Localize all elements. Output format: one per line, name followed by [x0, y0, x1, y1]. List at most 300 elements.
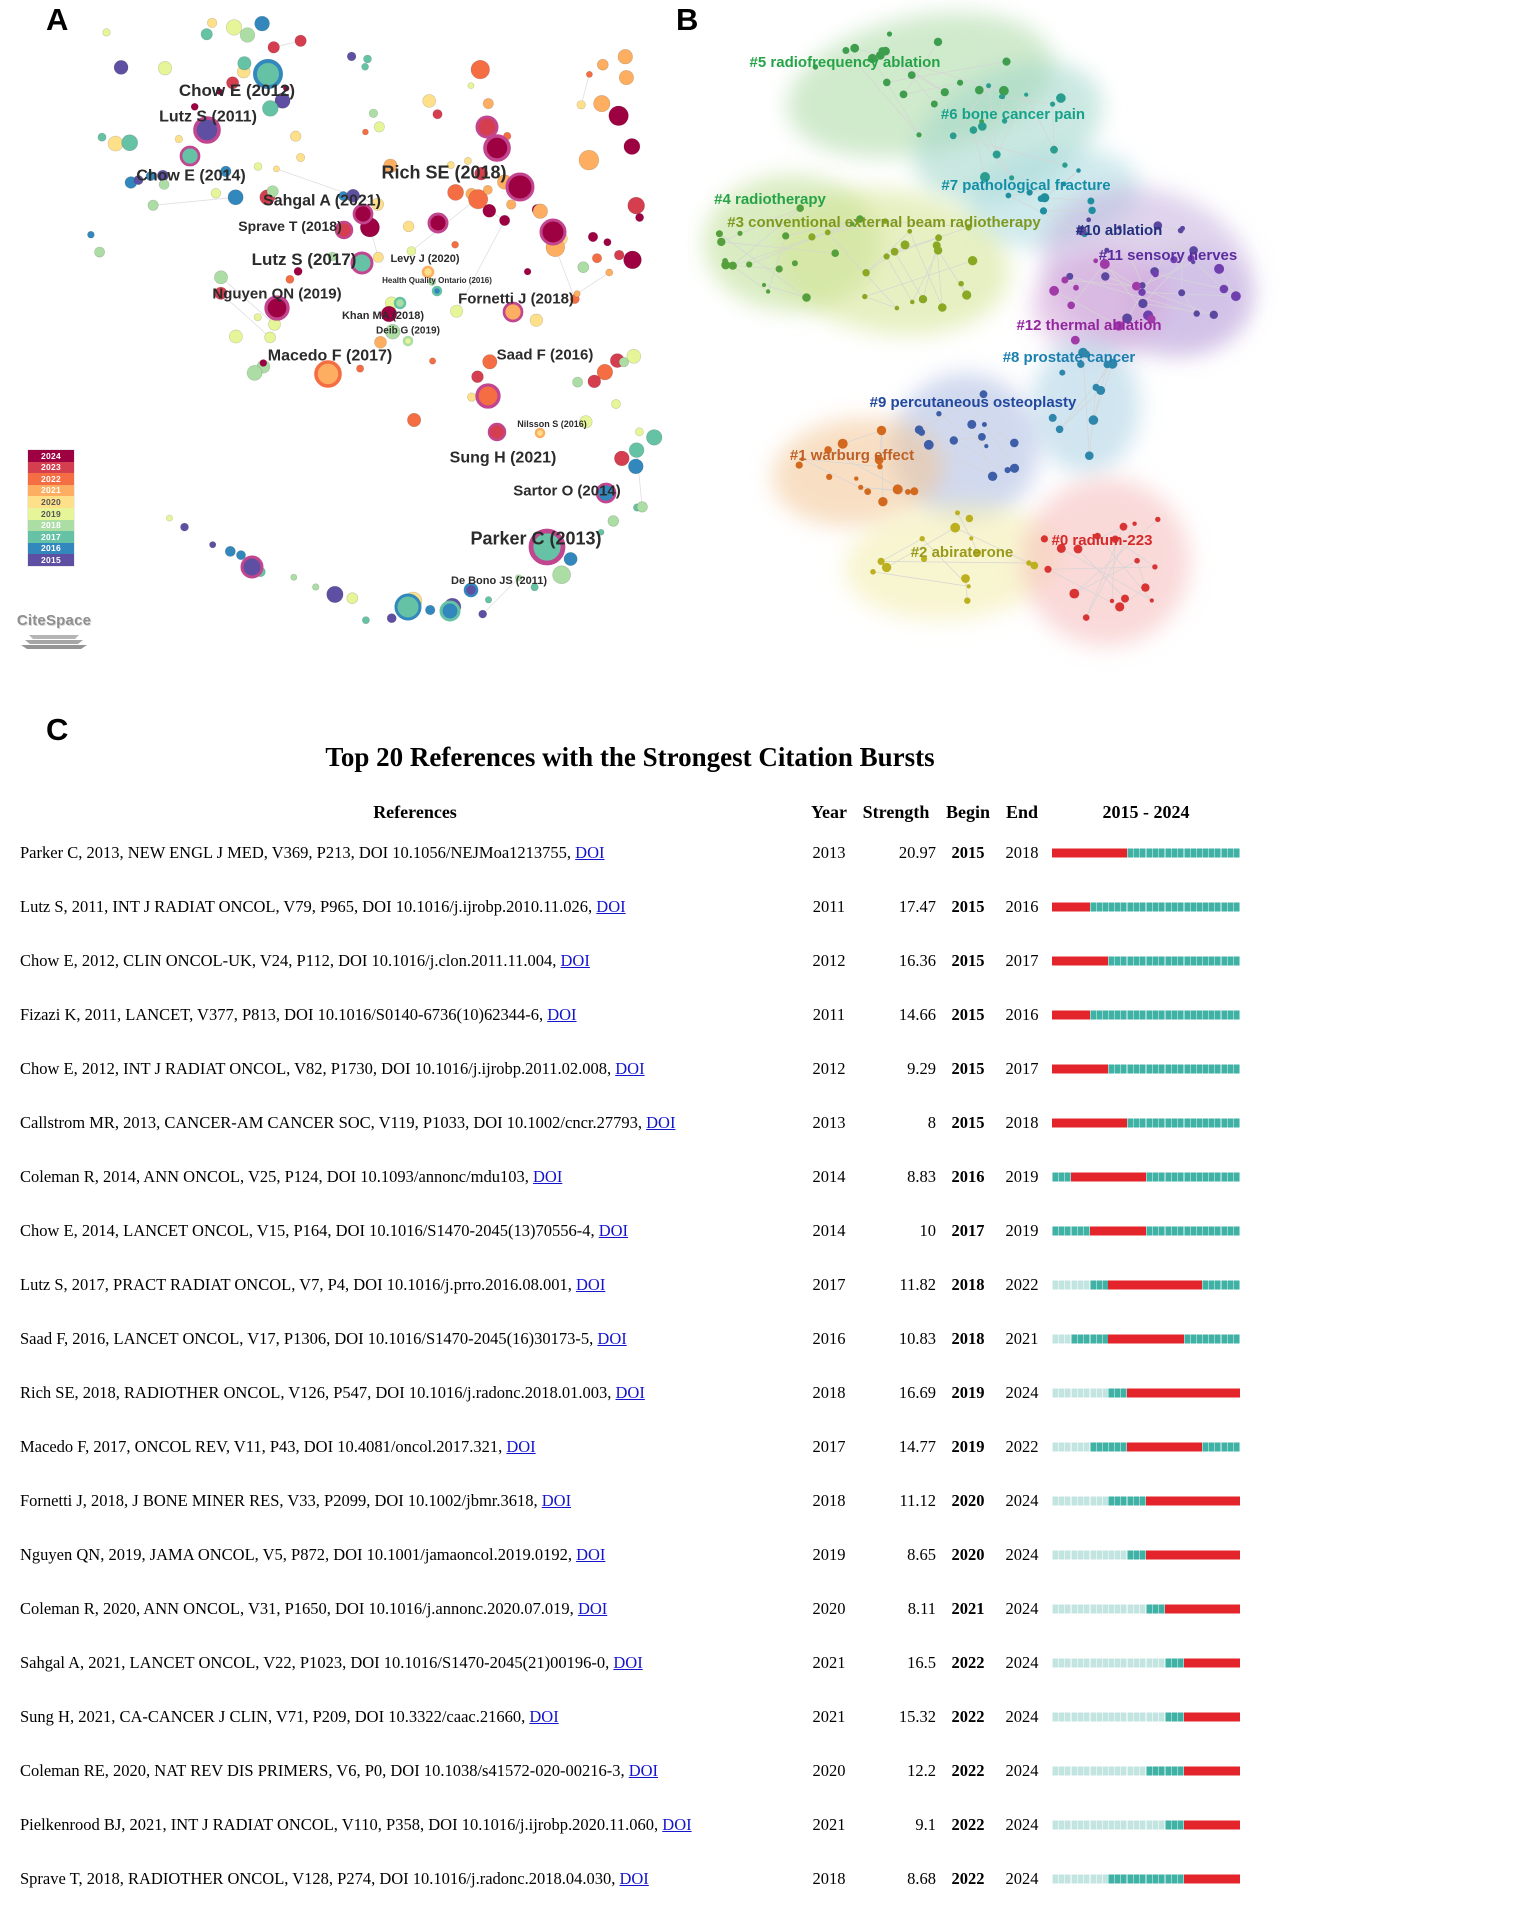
- burst-end: 2022: [1005, 1275, 1039, 1294]
- burst-row: [0, 1420, 1300, 1474]
- network-dot: [247, 365, 262, 380]
- timeline-segment-2019: [1127, 1227, 1146, 1236]
- reference-text: Pielkenrood BJ, 2021, INT J RADIAT ONCOL, V110, P358, DOI 10.1016/j.ijrobp.2020.11.060,: [20, 1815, 663, 1834]
- network-dot: [594, 95, 610, 111]
- publication-year: 2014: [812, 1221, 846, 1240]
- burst-strength: 8.11: [907, 1599, 936, 1618]
- timeline-segment-2019: [1127, 849, 1146, 858]
- doi-link[interactable]: DOI: [613, 1653, 643, 1672]
- network-dot: [472, 371, 484, 383]
- node-label: Rich SE (2018): [381, 162, 507, 183]
- reference-citation: [20, 843, 810, 863]
- network-dot: [273, 166, 279, 172]
- cluster-label: #0 radium-223: [1051, 532, 1153, 549]
- timeline-segment-2015: [1052, 1227, 1071, 1236]
- timeline-segment-2018: [1108, 1119, 1127, 1128]
- cluster-dot: [737, 231, 742, 236]
- timeline-segment-2022: [1184, 1551, 1203, 1560]
- doi-link[interactable]: DOI: [506, 1437, 536, 1456]
- network-edge: [153, 197, 236, 205]
- cluster-dot: [862, 269, 869, 276]
- burst-timeline-bar: [1052, 1335, 1240, 1344]
- cluster-dot: [782, 232, 789, 239]
- cluster-dot: [984, 444, 988, 448]
- network-dot: [114, 60, 128, 74]
- cluster-dot: [842, 47, 849, 54]
- cluster-dot: [969, 536, 973, 540]
- timeline-segment-2024: [1221, 1443, 1240, 1452]
- timeline-segment-2020: [1146, 1119, 1165, 1128]
- cluster-dot: [1093, 384, 1100, 391]
- doi-link[interactable]: DOI: [597, 1329, 627, 1348]
- burst-begin: 2022: [951, 1761, 985, 1780]
- col-end: End: [1005, 802, 1039, 822]
- cluster-dot: [1071, 336, 1080, 345]
- timeline-segment-2024: [1221, 1281, 1240, 1290]
- cluster-dot: [957, 80, 963, 86]
- network-dot: [238, 57, 251, 70]
- network-dot: [255, 16, 270, 31]
- cluster-dot: [970, 126, 978, 134]
- timeline-segment-2015: [1052, 849, 1071, 858]
- citespace-logo-text: CiteSpace: [16, 612, 92, 629]
- doi-link[interactable]: DOI: [619, 1869, 649, 1888]
- network-dot: [588, 375, 601, 388]
- burst-timeline-bar: [1052, 1443, 1240, 1452]
- burst-end: 2024: [1005, 1599, 1039, 1618]
- timeline-segment-2017: [1090, 1443, 1109, 1452]
- burst-end: 2017: [1005, 951, 1039, 970]
- timeline-segment-2019: [1127, 1281, 1146, 1290]
- legend-year-2016: 2016: [28, 543, 74, 555]
- node-label: Sung H (2021): [449, 449, 557, 467]
- timeline-segment-2021: [1165, 1443, 1184, 1452]
- reference-citation: [20, 1599, 810, 1619]
- network-dot: [236, 551, 245, 560]
- network-dot: [347, 593, 358, 604]
- timeline-segment-2024: [1221, 1335, 1240, 1344]
- network-dot: [122, 135, 138, 151]
- cluster-label: #7 pathological fracture: [941, 177, 1111, 194]
- cluster-dot: [986, 83, 991, 88]
- publication-year: 2020: [812, 1761, 846, 1780]
- network-dot: [637, 502, 648, 513]
- timeline-segment-2020: [1146, 1389, 1165, 1398]
- timeline-segment-2018: [1108, 1821, 1127, 1830]
- reference-text: Chow E, 2012, CLIN ONCOL-UK, V24, P112, DOI 10.1016/j.clon.2011.11.004,: [20, 951, 561, 970]
- burst-timeline-bar: [1052, 1551, 1240, 1560]
- network-edge: [581, 74, 589, 104]
- doi-link[interactable]: DOI: [547, 1005, 577, 1024]
- timeline-segment-2015: [1052, 1713, 1071, 1722]
- reference-text: Parker C, 2013, NEW ENGL J MED, V369, P213, DOI 10.1056/NEJMoa1213755,: [20, 843, 576, 862]
- publication-year: 2013: [812, 843, 846, 862]
- timeline-segment-2021: [1165, 1065, 1184, 1074]
- burst-strength: 11.82: [899, 1275, 936, 1294]
- timeline-segment-2017: [1090, 1065, 1109, 1074]
- cluster-dot: [1062, 162, 1067, 167]
- network-dot: [578, 262, 589, 273]
- cluster-dot: [999, 86, 1009, 96]
- network-node: [429, 214, 447, 232]
- network-dot: [618, 49, 633, 64]
- doi-link[interactable]: DOI: [628, 1761, 659, 1780]
- burst-begin: 2016: [951, 1167, 985, 1186]
- burst-row: [0, 826, 1300, 880]
- cluster-dot: [1085, 451, 1094, 460]
- cluster-dot: [936, 411, 941, 416]
- cluster-dot: [1231, 291, 1241, 301]
- network-dot: [210, 542, 216, 548]
- burst-end: 2022: [1005, 1437, 1039, 1456]
- burst-end: 2024: [1005, 1545, 1039, 1564]
- burst-table-header: [0, 802, 1300, 826]
- timeline-segment-2022: [1184, 1605, 1203, 1614]
- burst-end: 2024: [1005, 1761, 1039, 1780]
- network-dot: [448, 184, 464, 200]
- cluster-dot: [975, 86, 984, 95]
- doi-link[interactable]: DOI: [615, 1383, 645, 1402]
- burst-strength: 9.29: [907, 1059, 936, 1078]
- timeline-segment-2022: [1184, 1119, 1203, 1128]
- burst-strength: 12.2: [907, 1761, 936, 1780]
- timeline-segment-2018: [1108, 1011, 1127, 1020]
- burst-end: 2018: [1005, 843, 1039, 862]
- node-label: Parker C (2013): [470, 528, 602, 549]
- doi-link[interactable]: DOI: [598, 1221, 629, 1240]
- col-timerange: 2015 - 2024: [1102, 802, 1190, 822]
- burst-timeline-bar: [1052, 1389, 1240, 1398]
- timeline-segment-2022: [1184, 1497, 1203, 1506]
- cluster-dot: [862, 294, 867, 299]
- legend-year-2019: 2019: [28, 508, 74, 520]
- panel-a-label: A: [46, 2, 69, 37]
- network-dot: [619, 70, 633, 84]
- cluster-dot: [722, 258, 728, 264]
- cluster-dot: [802, 293, 811, 302]
- timeline-segment-2021: [1165, 1173, 1184, 1182]
- network-node: [316, 362, 340, 386]
- timeline-segment-2020: [1146, 1173, 1165, 1182]
- network-dot: [181, 523, 189, 531]
- timeline-segment-2018: [1108, 849, 1127, 858]
- burst-begin: 2022: [951, 1707, 985, 1726]
- node-label: Lutz S (2011): [159, 108, 257, 126]
- reference-citation: [20, 1707, 810, 1727]
- cluster-dot: [1132, 282, 1141, 291]
- network-node: [477, 385, 499, 407]
- reference-citation: [20, 1653, 810, 1673]
- burst-strength: 16.36: [898, 951, 936, 970]
- cluster-dot: [1132, 522, 1136, 526]
- burst-timeline-bar: [1052, 1875, 1240, 1884]
- network-dot: [533, 204, 548, 219]
- cluster-dot: [955, 510, 960, 515]
- timeline-segment-2021: [1165, 903, 1184, 912]
- timeline-segment-2019: [1127, 903, 1146, 912]
- doi-link[interactable]: DOI: [560, 951, 590, 970]
- timeline-segment-2016: [1071, 903, 1090, 912]
- network-dot: [467, 393, 476, 402]
- reference-text: Macedo F, 2017, ONCOL REV, V11, P43, DOI 10.4081/oncol.2017.321,: [20, 1437, 507, 1456]
- doi-link[interactable]: DOI: [662, 1815, 692, 1834]
- timeline-segment-2016: [1071, 1875, 1090, 1884]
- burst-table-title: Top 20 References with the Strongest Citation Bursts: [325, 742, 935, 772]
- node-label: Levy J (2020): [390, 252, 460, 265]
- cluster-label: #10 ablation: [1075, 222, 1163, 239]
- timeline-segment-2024: [1221, 1605, 1240, 1614]
- timeline-segment-2021: [1165, 1497, 1184, 1506]
- network-dot: [506, 200, 516, 210]
- reference-citation: [20, 1113, 810, 1133]
- timeline-segment-2015: [1052, 1497, 1071, 1506]
- timeline-segment-2023: [1202, 1119, 1221, 1128]
- reference-text: Fornetti J, 2018, J BONE MINER RES, V33, P2099, DOI 10.1002/jbmr.3618,: [20, 1491, 542, 1510]
- timeline-segment-2021: [1165, 1767, 1184, 1776]
- timeline-segment-2019: [1127, 1821, 1146, 1830]
- timeline-segment-2015: [1052, 1065, 1071, 1074]
- timeline-segment-2019: [1127, 1335, 1146, 1344]
- timeline-segment-2023: [1202, 1497, 1221, 1506]
- reference-citation: [20, 1221, 810, 1241]
- burst-begin: 2020: [951, 1545, 985, 1564]
- timeline-segment-2018: [1108, 1281, 1127, 1290]
- timeline-segment-2019: [1127, 1875, 1146, 1884]
- network-dot: [485, 597, 492, 604]
- cluster-dot: [1005, 467, 1011, 473]
- doi-link[interactable]: DOI: [541, 1491, 572, 1510]
- burst-row: [0, 1204, 1300, 1258]
- network-dot: [265, 332, 276, 343]
- publication-year: 2016: [812, 1329, 846, 1348]
- network-dot: [240, 28, 255, 43]
- cluster-dot: [966, 515, 974, 523]
- timeline-segment-2019: [1127, 1497, 1146, 1506]
- burst-strength: 9.1: [915, 1815, 936, 1834]
- cluster-dot: [920, 536, 925, 541]
- network-node: [536, 429, 544, 437]
- burst-timeline-bar: [1052, 1227, 1240, 1236]
- reference-citation: [20, 1491, 810, 1511]
- network-dot: [175, 135, 183, 143]
- timeline-segment-2020: [1146, 903, 1165, 912]
- cluster-dot: [850, 44, 859, 53]
- cluster-label: #1 warburg effect: [789, 447, 915, 464]
- timeline-segment-2021: [1165, 1821, 1184, 1830]
- network-dot: [295, 35, 306, 46]
- network-dot: [226, 20, 242, 36]
- network-dot: [362, 63, 369, 70]
- timeline-segment-2017: [1090, 1227, 1109, 1236]
- timeline-segment-2024: [1221, 1119, 1240, 1128]
- reference-text: Sprave T, 2018, RADIOTHER ONCOL, V128, P274, DOI 10.1016/j.radonc.2018.04.030,: [20, 1869, 620, 1888]
- network-dot: [483, 355, 497, 369]
- cluster-dot: [1101, 272, 1109, 280]
- network-dot: [254, 163, 262, 171]
- burst-row: [0, 1312, 1300, 1366]
- timeline-segment-2022: [1184, 1011, 1203, 1020]
- doi-link[interactable]: DOI: [529, 1707, 559, 1726]
- cluster-dot: [1049, 414, 1057, 422]
- cluster-dot: [950, 523, 960, 533]
- network-dot: [286, 275, 294, 283]
- network-dot: [95, 247, 105, 257]
- timeline-segment-2024: [1221, 903, 1240, 912]
- network-dot: [108, 136, 123, 151]
- timeline-segment-2024: [1221, 1713, 1240, 1722]
- network-node: [485, 136, 509, 160]
- timeline-segment-2022: [1184, 957, 1203, 966]
- publication-year: 2018: [812, 1869, 846, 1888]
- doi-link[interactable]: DOI: [533, 1167, 563, 1186]
- network-dot: [211, 188, 221, 198]
- burst-table-section: [0, 726, 1535, 1910]
- reference-citation: [20, 1329, 810, 1349]
- cluster-dot: [1178, 289, 1185, 296]
- burst-row: [0, 1690, 1300, 1744]
- burst-end: 2016: [1005, 897, 1039, 916]
- timeline-segment-2022: [1184, 1713, 1203, 1722]
- doi-link[interactable]: DOI: [576, 1545, 606, 1564]
- cluster-dot: [1049, 286, 1059, 296]
- timeline-segment-2022: [1184, 903, 1203, 912]
- network-node: [489, 424, 505, 440]
- reference-text: Nguyen QN, 2019, JAMA ONCOL, V5, P872, DOI 10.1001/jamaoncol.2019.0192,: [20, 1545, 577, 1564]
- cluster-dot: [967, 584, 971, 588]
- network-dot: [483, 98, 493, 108]
- burst-begin: 2015: [951, 1005, 985, 1024]
- cluster-dot: [962, 290, 971, 299]
- cluster-dot: [716, 230, 723, 237]
- cluster-dot: [1076, 168, 1081, 173]
- timeline-segment-2016: [1071, 1281, 1090, 1290]
- timeline-segment-2024: [1221, 849, 1240, 858]
- publication-year: 2021: [812, 1653, 846, 1672]
- timeline-segment-2021: [1165, 1389, 1184, 1398]
- timeline-segment-2024: [1221, 1875, 1240, 1884]
- citespace-book-icon: [21, 631, 87, 649]
- cluster-dot: [826, 474, 832, 480]
- doi-link[interactable]: DOI: [577, 1599, 608, 1618]
- cluster-dot: [1002, 58, 1010, 66]
- cluster-dot: [1150, 598, 1154, 602]
- timeline-segment-2022: [1184, 1335, 1203, 1344]
- cluster-dot: [1061, 277, 1068, 284]
- cluster-dot: [878, 558, 885, 565]
- cluster-dot: [729, 262, 737, 270]
- timeline-segment-2024: [1221, 1173, 1240, 1182]
- timeline-segment-2017: [1090, 1173, 1109, 1182]
- doi-link[interactable]: DOI: [575, 843, 605, 862]
- cluster-edge: [1044, 210, 1093, 211]
- network-dot: [471, 60, 490, 79]
- cluster-dot: [895, 306, 900, 311]
- network-dot: [433, 110, 442, 119]
- timeline-segment-2017: [1090, 1551, 1109, 1560]
- burst-strength: 10: [919, 1221, 936, 1240]
- doi-link[interactable]: DOI: [596, 897, 626, 916]
- cluster-blob: [1022, 478, 1190, 646]
- cluster-dot: [883, 79, 891, 87]
- timeline-segment-2015: [1052, 1281, 1071, 1290]
- reference-text: Sahgal A, 2021, LANCET ONCOL, V22, P1023, DOI 10.1016/S1470-2045(21)00196-0,: [20, 1653, 614, 1672]
- cluster-dot: [878, 497, 887, 506]
- timeline-segment-2018: [1108, 1443, 1127, 1452]
- burst-strength: 17.47: [898, 897, 936, 916]
- cluster-dot: [1056, 426, 1064, 434]
- cluster-dot: [931, 101, 938, 108]
- cluster-label: #4 radiotherapy: [714, 191, 826, 208]
- network-dot: [364, 55, 372, 63]
- timeline-segment-2020: [1146, 1767, 1165, 1776]
- cluster-dot: [1087, 198, 1094, 205]
- network-dot: [524, 268, 531, 275]
- network-dot: [609, 106, 629, 126]
- cluster-dot: [1056, 93, 1066, 103]
- timeline-segment-2017: [1090, 903, 1109, 912]
- node-label: Lutz S (2017): [251, 249, 357, 269]
- timeline-segment-2020: [1146, 1335, 1165, 1344]
- timeline-segment-2020: [1146, 1281, 1165, 1290]
- col-strength: Strength: [862, 802, 930, 822]
- publication-year: 2017: [812, 1437, 846, 1456]
- cluster-dot: [1069, 589, 1079, 599]
- timeline-segment-2023: [1202, 1767, 1221, 1776]
- cluster-dot: [934, 38, 942, 46]
- network-dot: [574, 291, 580, 297]
- burst-strength: 15.32: [898, 1707, 936, 1726]
- timeline-segment-2023: [1202, 1335, 1221, 1344]
- network-dot: [452, 241, 459, 248]
- burst-row: [0, 1744, 1300, 1798]
- legend-year-2023: 2023: [28, 462, 74, 474]
- cluster-dot: [891, 248, 899, 256]
- doi-link[interactable]: DOI: [615, 1059, 645, 1078]
- doi-link[interactable]: DOI: [646, 1113, 676, 1132]
- legend-year-2021: 2021: [28, 485, 74, 497]
- timeline-segment-2017: [1090, 1389, 1109, 1398]
- timeline-segment-2020: [1146, 1497, 1165, 1506]
- cluster-label: #8 prostate cancer: [1002, 349, 1136, 366]
- burst-row: [0, 1582, 1300, 1636]
- timeline-segment-2016: [1071, 1551, 1090, 1560]
- timeline-segment-2024: [1221, 1227, 1240, 1236]
- publication-year: 2013: [812, 1113, 846, 1132]
- timeline-segment-2019: [1127, 1551, 1146, 1560]
- network-dot: [369, 109, 378, 118]
- reference-citation: [20, 1167, 810, 1187]
- cluster-dot: [877, 426, 886, 435]
- burst-row: [0, 934, 1300, 988]
- timeline-segment-2018: [1108, 1713, 1127, 1722]
- timeline-segment-2017: [1090, 849, 1109, 858]
- burst-strength: 16.69: [898, 1383, 936, 1402]
- timeline-segment-2024: [1221, 957, 1240, 966]
- burst-begin: 2015: [951, 843, 985, 862]
- doi-link[interactable]: DOI: [575, 1275, 606, 1294]
- cluster-dot: [919, 295, 927, 303]
- burst-end: 2024: [1005, 1815, 1039, 1834]
- network-dot: [347, 52, 356, 61]
- burst-row: [0, 1636, 1300, 1690]
- cluster-label: #12 thermal ablation: [1016, 317, 1162, 334]
- burst-row: [0, 1150, 1300, 1204]
- burst-end: 2024: [1005, 1653, 1039, 1672]
- timeline-segment-2018: [1108, 1335, 1127, 1344]
- timeline-segment-2021: [1165, 1551, 1184, 1560]
- burst-timeline-bar: [1052, 1281, 1240, 1290]
- reference-citation: [20, 1869, 810, 1889]
